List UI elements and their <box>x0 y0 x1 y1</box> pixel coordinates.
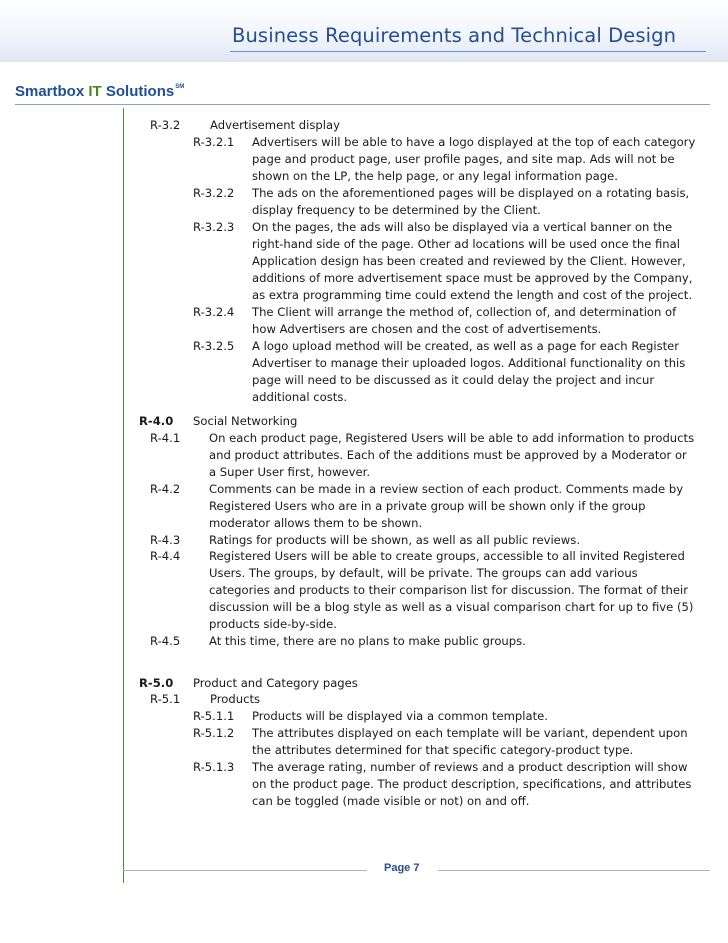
req-text: Advertisers will be able to have a logo displayed at the top of each category <box>252 135 696 149</box>
req-text: Application design has been created and reviewed by the Client. However, <box>252 254 686 268</box>
req-text: The Client will arrange the method of, collection of, and determination of <box>252 305 677 319</box>
req-text: right-hand side of the page. Other ad locations will be used once the final <box>252 237 680 251</box>
req-text: shown on the LP, the help page, or any legal information page. <box>252 169 618 183</box>
section-id: R-4.0 <box>139 414 174 428</box>
margin-rule <box>123 108 124 883</box>
company-logo-text <box>15 83 184 100</box>
req-text: products side-by-side. <box>209 617 337 631</box>
req-text: The ads on the aforementioned pages will be displayed on a rotating basis, <box>252 186 690 200</box>
req-text: additions of more advertisement space must be approved by the Company, <box>252 271 693 285</box>
req-text: as extra programming time could extend the length and cost of the project. <box>252 288 693 302</box>
req-text: display frequency to be determined by the Client. <box>252 203 541 217</box>
section-title: Product and Category pages <box>193 676 358 690</box>
req-id: R-3.2.2 <box>193 186 235 200</box>
req-text: The attributes displayed on each template will be variant, dependent upon <box>252 726 688 740</box>
req-text: Registered Users who are in a private group will be shown only if the group <box>209 499 646 513</box>
req-text: the attributes determined for that specific category-product type. <box>252 743 634 757</box>
req-title: Advertisement display <box>210 118 340 132</box>
req-text: how Advertisers are chosen and the cost of advertisements. <box>252 322 602 336</box>
req-title: Products <box>210 692 261 706</box>
req-text: At this time, there are no plans to make public groups. <box>209 634 526 648</box>
req-text: On the pages, the ads will also be displayed via a vertical banner on the <box>252 220 673 234</box>
req-text: discussion will be a blog style as well as a visual comparison chart for up to five (5) <box>209 600 694 614</box>
req-text: can be toggled (made visible or not) on and off. <box>252 794 530 808</box>
req-id: R-3.2 <box>150 118 181 132</box>
document-title: Business Requirements and Technical Design <box>232 24 677 47</box>
req-id: R-5.1.2 <box>193 726 235 740</box>
req-id: R-5.1.3 <box>193 760 235 774</box>
req-text: On each product page, Registered Users will be able to add information to products <box>209 431 695 445</box>
req-text: page and product page, user profile pages, and site map. Ads will not be <box>252 152 675 166</box>
req-id: R-3.2.5 <box>193 339 235 353</box>
req-id: R-4.3 <box>150 533 181 547</box>
req-id: R-4.1 <box>150 431 181 445</box>
req-text: moderator allows them to be shown. <box>209 516 423 530</box>
req-text: A logo upload method will be created, as well as a page for each Register <box>252 339 680 353</box>
req-id: R-5.1.1 <box>193 709 235 723</box>
company-suffix: Solutions <box>105 83 175 100</box>
req-text: on the product page. The product description, specifications, and attributes <box>252 777 692 791</box>
req-id: R-3.2.3 <box>193 220 235 234</box>
req-text: a Super User first, however. <box>209 465 371 479</box>
footer-rule-left <box>123 870 367 871</box>
req-text: page will need to be discussed as it could delay the project and incur <box>252 373 655 387</box>
req-text: and product attributes. Each of the additions must be approved by a Moderator or <box>209 448 687 462</box>
section-title: Social Networking <box>193 414 298 428</box>
req-text: Comments can be made in a review section of each product. Comments made by <box>209 482 684 496</box>
req-text: additional costs. <box>252 390 348 404</box>
req-id: R-4.2 <box>150 482 181 496</box>
req-text: categories and products to their comparison list for discussion. The format of their <box>209 583 688 597</box>
req-id: R-3.2.4 <box>193 305 235 319</box>
req-text: Registered Users will be able to create groups, accessible to all invited Registered <box>209 549 685 563</box>
req-text: Users. The groups, by default, will be private. The groups can add various <box>209 566 638 580</box>
req-text: Ratings for products will be shown, as well as all public reviews. <box>209 533 581 547</box>
req-id: R-4.4 <box>150 549 181 563</box>
req-text: The average rating, number of reviews and a product description will show <box>252 760 688 774</box>
section-id: R-5.0 <box>139 676 174 690</box>
req-id: R-5.1 <box>150 692 181 706</box>
req-text: Products will be displayed via a common template. <box>252 709 548 723</box>
footer-rule-right <box>438 870 710 871</box>
req-id: R-3.2.1 <box>193 135 235 149</box>
req-id: R-4.5 <box>150 634 181 648</box>
service-mark: SM <box>175 84 185 90</box>
company-it: IT <box>88 83 102 100</box>
company-name: Smartbox <box>15 83 85 100</box>
req-text: Advertiser to manage their uploaded logos. Additional functionality on this <box>252 356 686 370</box>
company-rule <box>15 104 710 105</box>
title-underline <box>230 51 706 52</box>
page-number: Page 7 <box>384 862 420 874</box>
